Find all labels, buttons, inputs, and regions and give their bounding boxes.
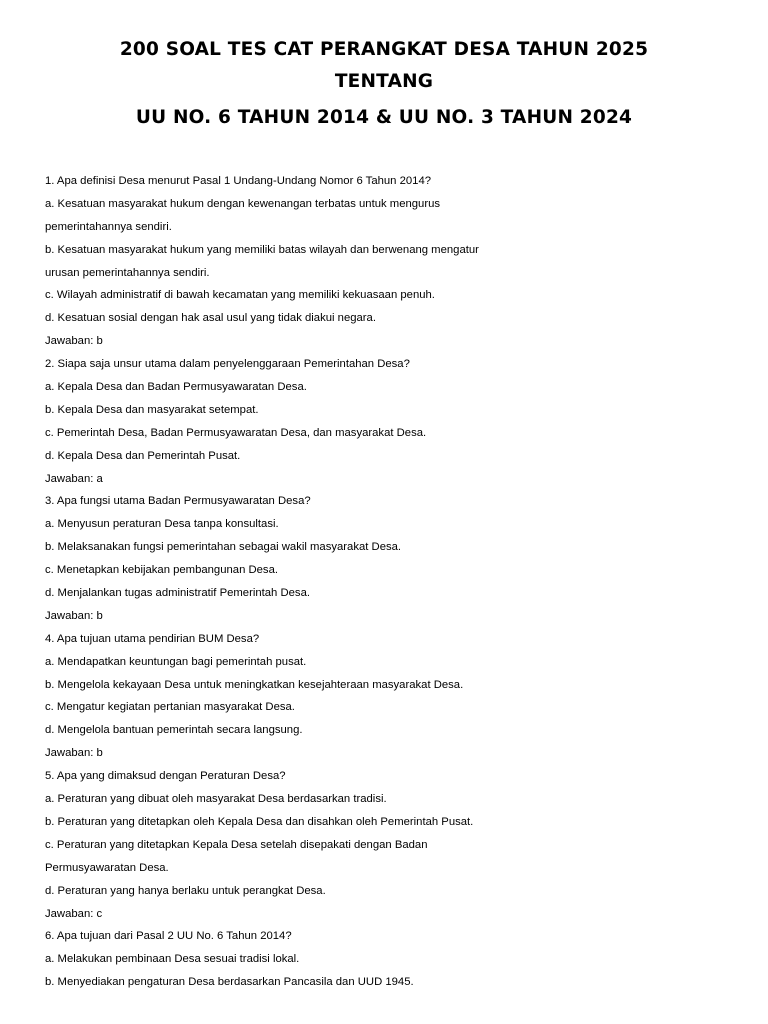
text-line: 2. Siapa saja unsur utama dalam penyelenggaraan Pemerintahan Desa? xyxy=(45,358,410,371)
text-line: Jawaban: c xyxy=(45,907,103,920)
text-line: c. Wilayah administratif di bawah kecamatan yang memiliki kekuasaan penuh. xyxy=(45,289,435,302)
text-line: d. Mengelola bantuan pemerintah secara langsung. xyxy=(45,724,303,737)
text-line: 4. Apa tujuan utama pendirian BUM Desa? xyxy=(45,632,260,645)
text-line: Jawaban: a xyxy=(45,472,103,485)
text-line: 3. Apa fungsi utama Badan Permusyawaratan Desa? xyxy=(45,495,311,508)
text-line: c. Peraturan yang ditetapkan Kepala Desa setelah disepakati dengan Badan xyxy=(45,838,428,851)
text-line: b. Melaksanakan fungsi pemerintahan sebagai wakil masyarakat Desa. xyxy=(45,541,402,554)
text-line: c. Mengatur kegiatan pertanian masyarakat Desa. xyxy=(45,701,295,714)
text-line: a. Mendapatkan keuntungan bagi pemerintah pusat. xyxy=(45,655,307,668)
text-line: Permusyawaratan Desa. xyxy=(45,861,169,874)
text-line: Jawaban: b xyxy=(45,335,103,348)
text-line: d. Kepala Desa dan Pemerintah Pusat. xyxy=(45,449,241,462)
document-title-line-1: 200 SOAL TES CAT PERANGKAT DESA TAHUN 2025 xyxy=(119,39,649,60)
text-line: c. Pemerintah Desa, Badan Permusyawaratan Desa, dan masyarakat Desa. xyxy=(45,426,427,439)
question-list xyxy=(45,170,745,994)
text-line: 1. Apa definisi Desa menurut Pasal 1 Undang-Undang Nomor 6 Tahun 2014? xyxy=(45,175,432,187)
text-line: a. Peraturan yang dibuat oleh masyarakat Desa berdasarkan tradisi. xyxy=(45,793,387,806)
text-line: a. Kesatuan masyarakat hukum dengan kewenangan terbatas untuk mengurus xyxy=(45,197,441,210)
document-title-line-2: TENTANG xyxy=(334,71,434,92)
text-line: a. Melakukan pembinaan Desa sesuai tradisi lokal. xyxy=(45,953,300,966)
text-line: d. Kesatuan sosial dengan hak asal usul yang tidak diakui negara. xyxy=(45,312,376,325)
text-line: pemerintahannya sendiri. xyxy=(45,220,172,233)
text-line: 6. Apa tujuan dari Pasal 2 UU No. 6 Tahun 2014? xyxy=(45,930,292,943)
text-line: b. Kepala Desa dan masyarakat setempat. xyxy=(45,403,259,416)
document-title-line-3: UU NO. 6 TAHUN 2014 & UU NO. 3 TAHUN 2024 xyxy=(135,107,633,128)
text-line: b. Mengelola kekayaan Desa untuk meningkatkan kesejahteraan masyarakat Desa. xyxy=(45,678,464,691)
text-line: c. Menetapkan kebijakan pembangunan Desa. xyxy=(45,564,278,577)
text-line: b. Menyediakan pengaturan Desa berdasarkan Pancasila dan UUD 1945. xyxy=(45,976,414,989)
text-line: b. Kesatuan masyarakat hukum yang memiliki batas wilayah dan berwenang mengatur xyxy=(45,243,479,256)
text-line: urusan pemerintahannya sendiri. xyxy=(45,266,210,279)
text-line: Jawaban: b xyxy=(45,747,103,760)
text-line: 5. Apa yang dimaksud dengan Peraturan Desa? xyxy=(45,770,286,783)
text-line: a. Menyusun peraturan Desa tanpa konsultasi. xyxy=(45,518,279,531)
text-line: d. Menjalankan tugas administratif Pemerintah Desa. xyxy=(45,587,310,600)
text-line: Jawaban: b xyxy=(45,609,103,622)
text-line: a. Kepala Desa dan Badan Permusyawaratan Desa. xyxy=(45,381,307,394)
text-line: b. Peraturan yang ditetapkan oleh Kepala Desa dan disahkan oleh Pemerintah Pusat. xyxy=(45,815,474,828)
text-line: d. Peraturan yang hanya berlaku untuk perangkat Desa. xyxy=(45,884,326,897)
